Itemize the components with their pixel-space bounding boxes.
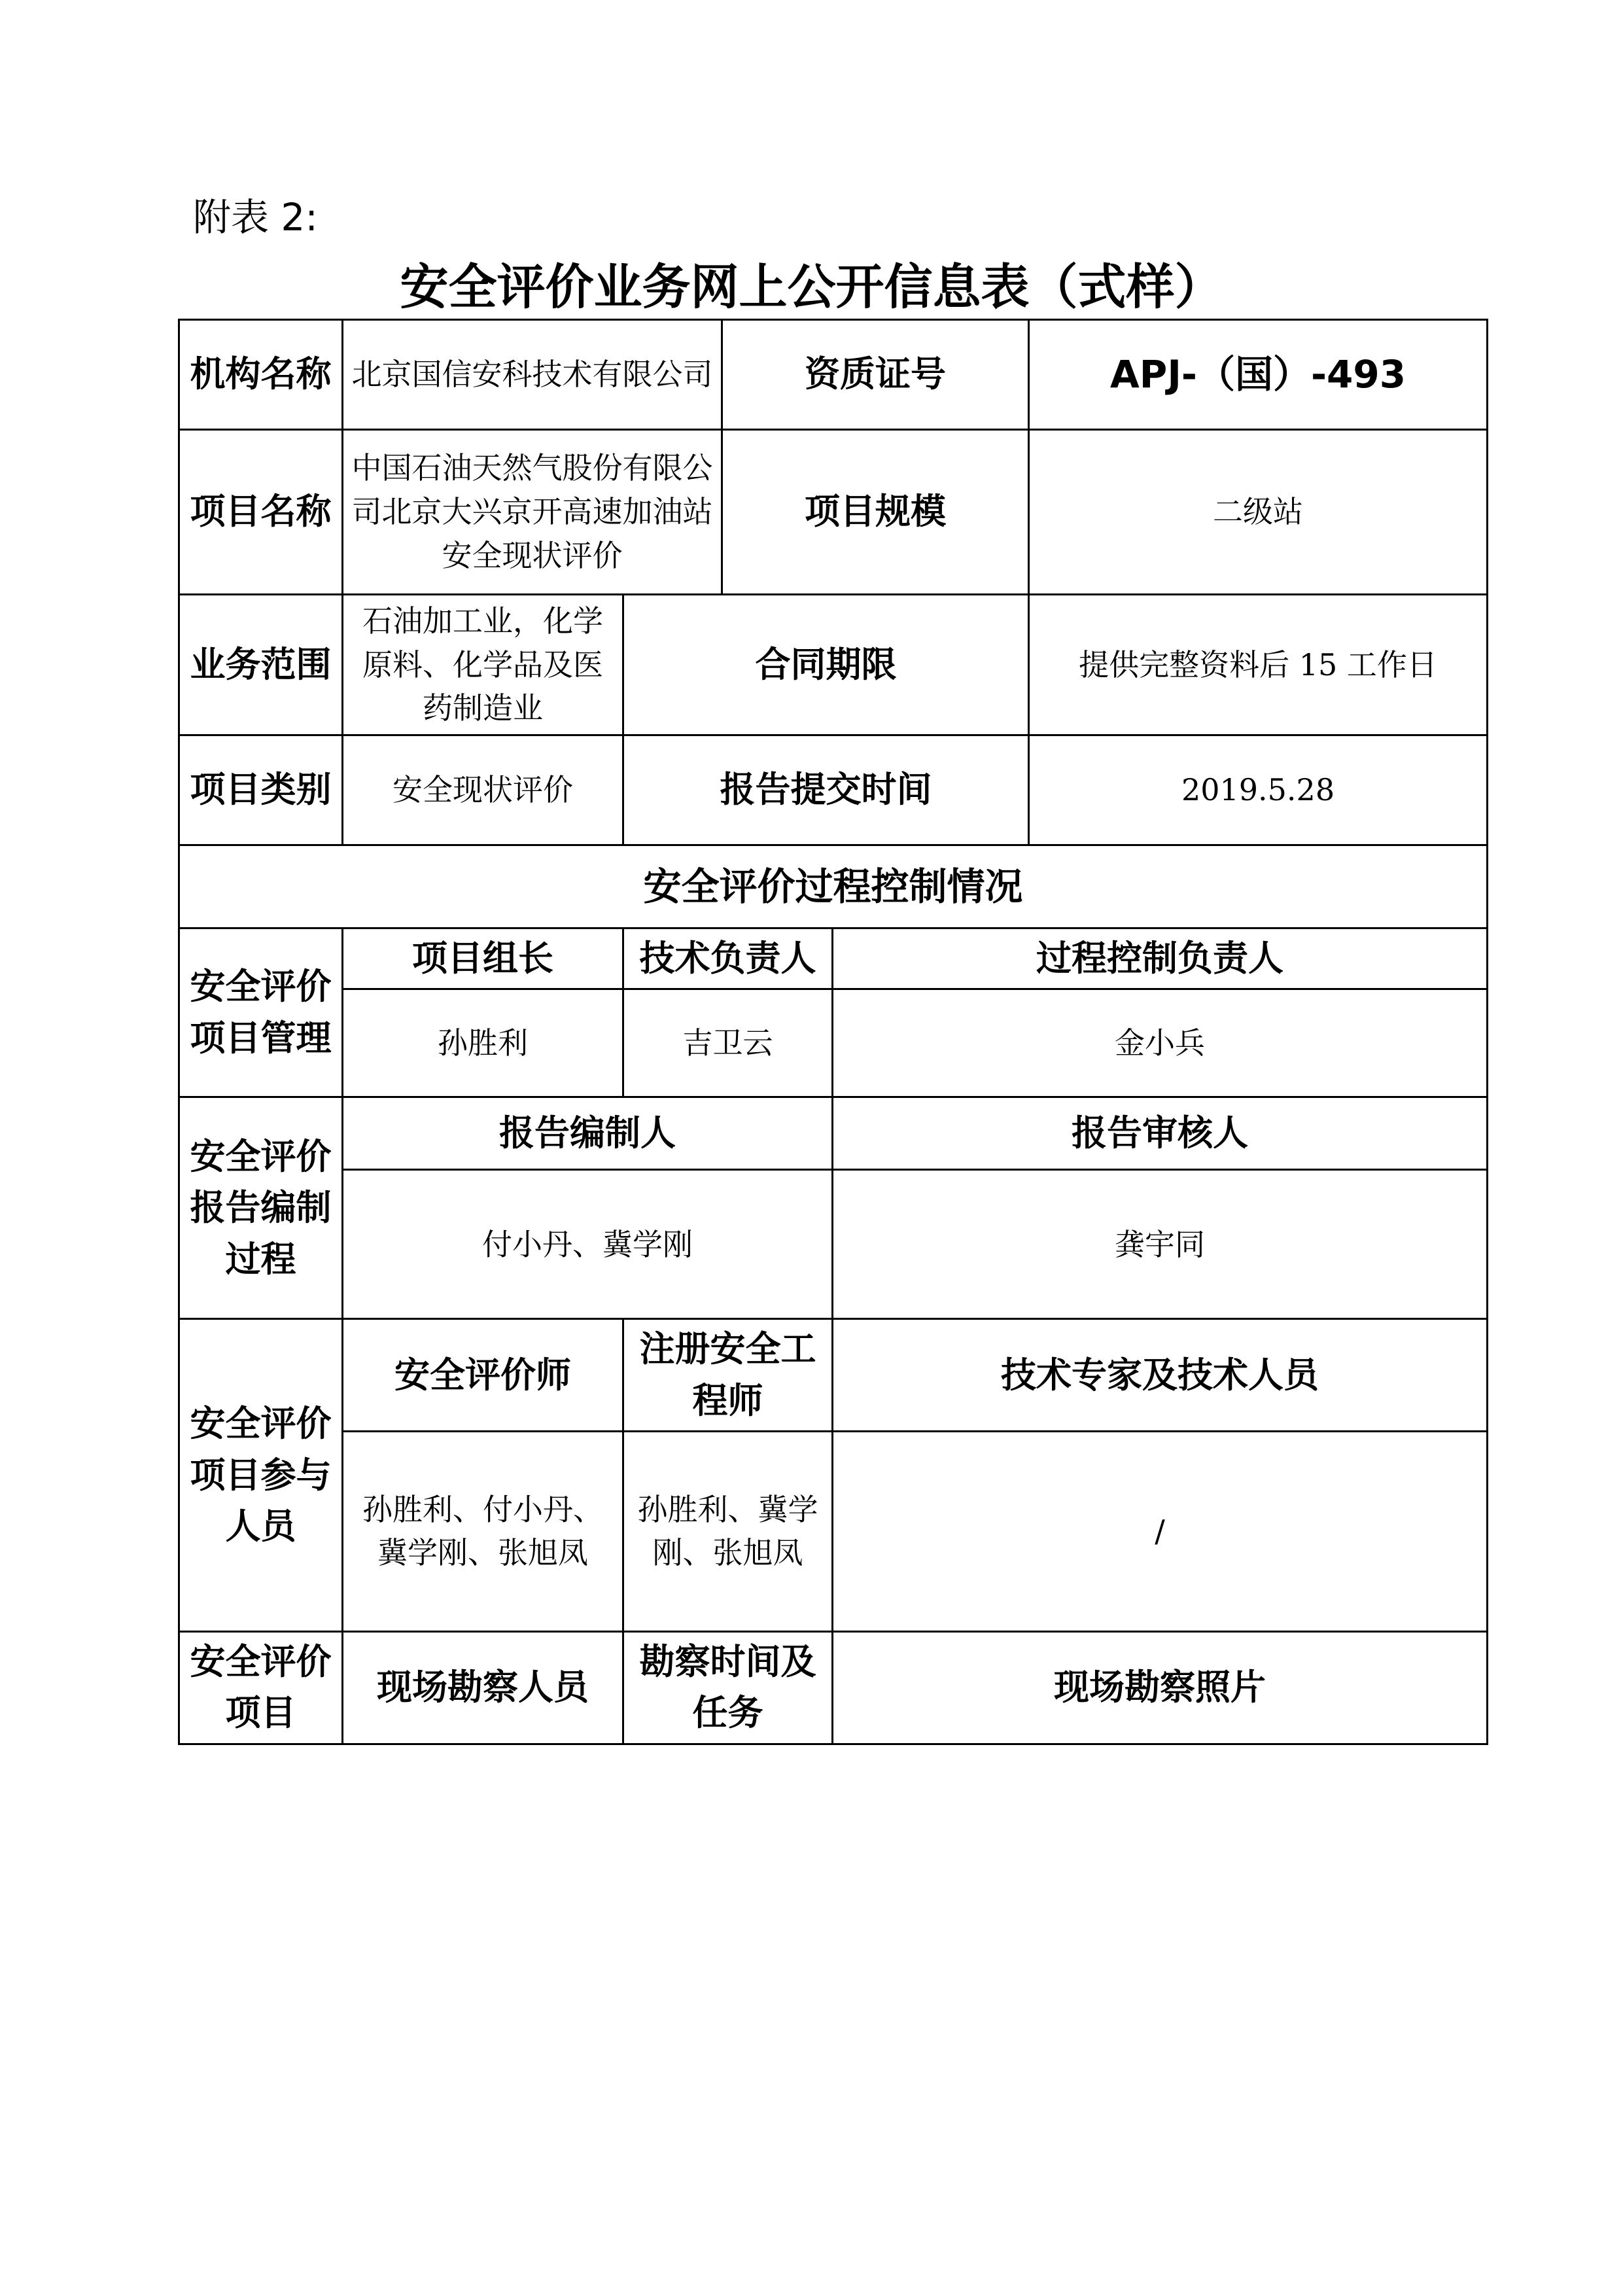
attachment-label: 附表 2:	[193, 195, 318, 239]
row-scope	[179, 595, 1488, 735]
survey-staff-header: 现场勘察人员	[343, 1631, 623, 1744]
row-report-headers	[179, 1097, 1488, 1170]
org-name-value: 北京国信安科技术有限公司	[343, 320, 722, 430]
cert-value: APJ-（国）-493	[1029, 320, 1488, 430]
scope-label: 业务范围	[179, 595, 343, 735]
category-value: 安全现状评价	[343, 735, 623, 845]
tech-lead-value: 吉卫云	[623, 989, 833, 1097]
report-reviewer-value: 龚宇同	[833, 1170, 1488, 1319]
project-scale-value: 二级站	[1029, 430, 1488, 595]
submit-value: 2019.5.28	[1029, 735, 1488, 845]
process-control-header: 过程控制负责人	[833, 928, 1488, 989]
tech-experts-value: /	[833, 1431, 1488, 1631]
report-label: 安全评价报告编制过程	[179, 1097, 343, 1319]
management-label: 安全评价项目管理	[179, 928, 343, 1097]
report-author-value: 付小丹、冀学刚	[343, 1170, 833, 1319]
row-report-values	[179, 1170, 1488, 1319]
submit-label: 报告提交时间	[623, 735, 1029, 845]
tech-lead-header: 技术负责人	[623, 928, 833, 989]
row-management-headers	[179, 928, 1488, 989]
process-control-value: 金小兵	[833, 989, 1488, 1097]
tech-experts-header: 技术专家及技术人员	[833, 1319, 1488, 1432]
team-leader-value: 孙胜利	[343, 989, 623, 1097]
row-participants-values	[179, 1431, 1488, 1631]
contract-label: 合同期限	[623, 595, 1029, 735]
row-management-values	[179, 989, 1488, 1097]
team-leader-header: 项目组长	[343, 928, 623, 989]
registered-engineer-value: 孙胜利、冀学刚、张旭凤	[623, 1431, 833, 1631]
page-title: 安全评价业务网上公开信息表（式样）	[400, 259, 1223, 315]
category-label: 项目类别	[179, 735, 343, 845]
report-reviewer-header: 报告审核人	[833, 1097, 1488, 1170]
row-org	[179, 320, 1488, 430]
survey-photos-header: 现场勘察照片	[833, 1631, 1488, 1744]
org-name-label: 机构名称	[179, 320, 343, 430]
project-name-value: 中国石油天然气股份有限公司北京大兴京开高速加油站安全现状评价	[343, 430, 722, 595]
info-table	[178, 319, 1488, 1745]
scope-value: 石油加工业，化学原料、化学品及医药制造业	[343, 595, 623, 735]
evaluator-value: 孙胜利、付小丹、冀学刚、张旭凤	[343, 1431, 623, 1631]
project-name-label: 项目名称	[179, 430, 343, 595]
survey-time-task-header: 勘察时间及任务	[623, 1631, 833, 1744]
cert-label: 资质证号	[722, 320, 1029, 430]
row-project	[179, 430, 1488, 595]
report-author-header: 报告编制人	[343, 1097, 833, 1170]
participants-label: 安全评价项目参与人员	[179, 1319, 343, 1632]
survey-label: 安全评价项目	[179, 1631, 343, 1744]
row-category	[179, 735, 1488, 845]
evaluator-header: 安全评价师	[343, 1319, 623, 1432]
section-title: 安全评价过程控制情况	[179, 845, 1488, 928]
registered-engineer-header: 注册安全工程师	[623, 1319, 833, 1432]
row-section-title	[179, 845, 1488, 928]
row-participants-headers	[179, 1319, 1488, 1432]
contract-value: 提供完整资料后 15 工作日	[1029, 595, 1488, 735]
row-survey-headers	[179, 1631, 1488, 1744]
project-scale-label: 项目规模	[722, 430, 1029, 595]
